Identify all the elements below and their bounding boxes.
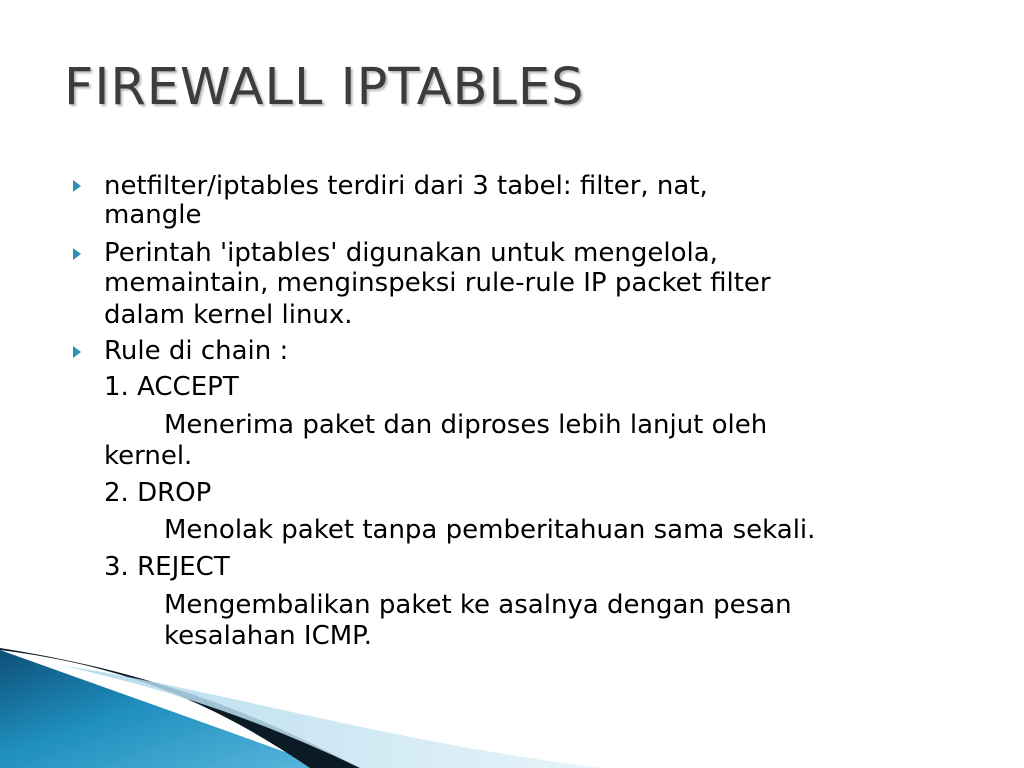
bullet-1-line-2: mangle xyxy=(104,200,202,230)
rule-2-description-line-1: Menolak paket tanpa pemberitahuan sama sekali. xyxy=(164,515,816,545)
triangle-right-icon xyxy=(73,346,81,358)
rule-3-description-line-1: Mengembalikan paket ke asalnya dengan pesan xyxy=(164,590,792,620)
rule-3-description-line-2: kesalahan ICMP. xyxy=(164,621,373,651)
bullet-2-line-3: dalam kernel linux. xyxy=(104,300,353,330)
rule-1-description-line-1: Menerima paket dan diproses lebih lanjut oleh xyxy=(164,410,768,440)
triangle-right-icon xyxy=(73,180,81,192)
rule-2-label: 2. DROP xyxy=(104,478,212,508)
bullet-3-line-1: Rule di chain : xyxy=(104,336,289,366)
rule-1-label: 1. ACCEPT xyxy=(104,372,239,402)
bullet-1-line-1: netfilter/iptables terdiri dari 3 tabel: filter, nat, xyxy=(104,171,708,201)
bullet-2-line-2: memaintain, menginspeksi rule-rule IP packet filter xyxy=(104,268,771,298)
slide-title: FIREWALL IPTABLES xyxy=(64,58,585,117)
bullet-2-line-1: Perintah 'iptables' digunakan untuk mengelola, xyxy=(104,238,718,268)
rule-3-label: 3. REJECT xyxy=(104,552,230,582)
rule-1-description-line-2: kernel. xyxy=(104,441,193,471)
triangle-right-icon xyxy=(73,248,81,260)
